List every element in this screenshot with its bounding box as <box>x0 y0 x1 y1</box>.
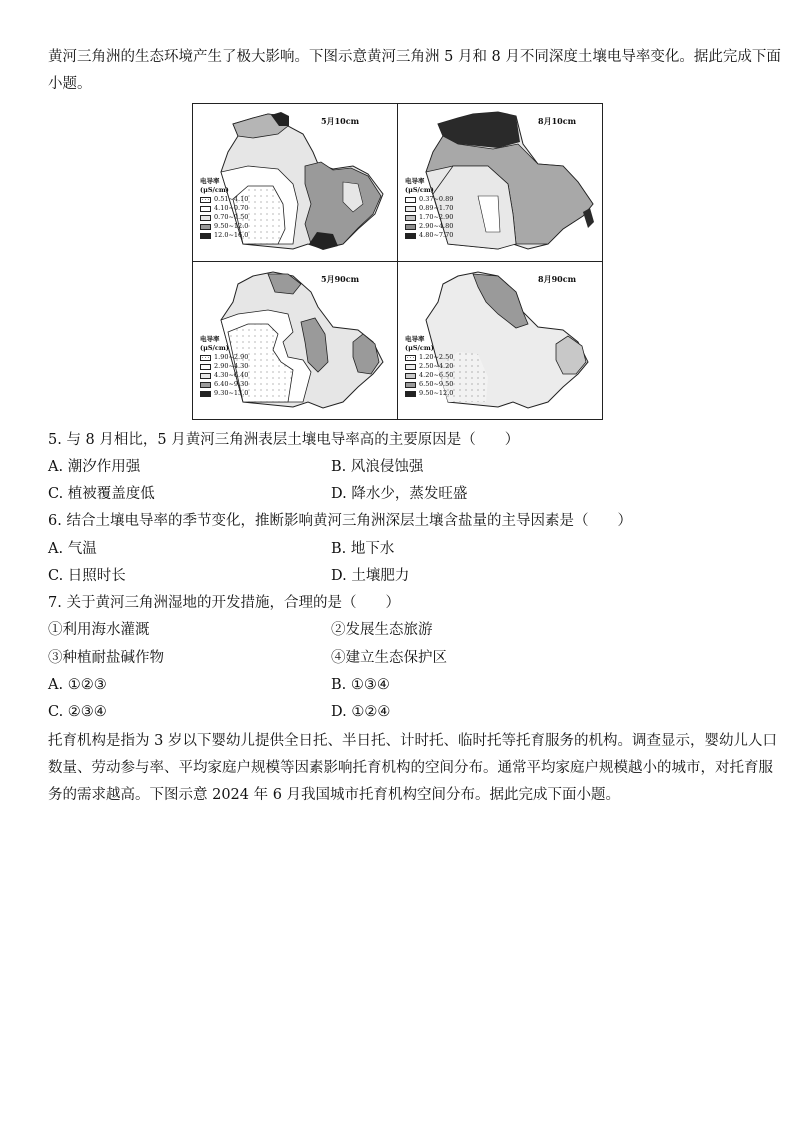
panel-title: 5月90cm <box>321 274 360 284</box>
legend-swatch <box>200 382 211 388</box>
question-7-statement-2: ②发展生态旅游 <box>331 622 433 638</box>
legend-row <box>200 362 248 371</box>
legend-row <box>200 231 248 240</box>
legend-row <box>405 362 453 371</box>
legend-row <box>200 371 248 380</box>
legend-row <box>405 380 453 389</box>
question-7-statement-3: ③种植耐盐碱作物 <box>48 650 164 666</box>
legend-unit: (μS/cm) <box>200 344 229 352</box>
intro2-line-3: 务的需求越高。下图示意 2024 年 6 月我国城市托育机构空间分布。据此完成下面小题。 <box>48 787 621 803</box>
map-legend <box>200 177 248 240</box>
legend-swatch <box>200 224 211 230</box>
legend-swatch <box>405 391 416 397</box>
legend-title: 电导率 <box>405 177 425 185</box>
panel-title: 5月10cm <box>321 116 360 126</box>
legend-row <box>405 204 453 213</box>
legend-swatch <box>405 215 416 221</box>
legend-row <box>405 231 453 240</box>
legend-swatch <box>405 382 416 388</box>
map-panel-may-90cm <box>193 262 398 419</box>
question-5-option-b[interactable]: B. 风浪侵蚀强 <box>331 459 424 475</box>
question-7-statement-4: ④建立生态保护区 <box>331 650 447 666</box>
map-legend <box>405 177 453 240</box>
map-panel-may-10cm <box>193 104 398 262</box>
legend-swatch <box>200 355 211 361</box>
legend-title: 电导率 <box>200 335 220 343</box>
legend-unit: (μS/cm) <box>200 186 229 194</box>
question-5-stem: 5. 与 8 月相比，5 月黄河三角洲表层土壤电导率高的主要原因是（ ） <box>48 432 520 448</box>
legend-swatch <box>405 364 416 370</box>
legend-swatch <box>405 373 416 379</box>
legend-swatch <box>200 391 211 397</box>
question-6-option-d[interactable]: D. 土壤肥力 <box>331 568 410 584</box>
legend-label: 0.70~9.50 <box>214 213 249 221</box>
legend-row <box>200 380 248 389</box>
legend-row <box>200 195 248 204</box>
legend-label: 4.10~0.70 <box>214 204 249 212</box>
legend-title: 电导率 <box>200 177 220 185</box>
intro-line-2: 小题。 <box>48 76 92 92</box>
question-5-option-a[interactable]: A. 潮汐作用强 <box>48 459 141 475</box>
legend-label: 9.30~13.0 <box>214 389 249 397</box>
panel-title: 8月90cm <box>538 274 577 284</box>
legend-row <box>405 213 453 222</box>
legend-swatch <box>200 215 211 221</box>
intro2-line-2: 数量、劳动参与率、平均家庭户规模等因素影响托育机构的空间分布。通常平均家庭户规模越小的城市，对托育服 <box>48 760 773 776</box>
legend-row <box>200 389 248 398</box>
legend-label: 9.50~12.0 <box>214 222 249 230</box>
soil-conductivity-figure <box>192 103 603 420</box>
question-7-option-a[interactable]: A. ①②③ <box>48 677 107 693</box>
legend-row <box>405 353 453 362</box>
legend-label: 2.90~4.30 <box>214 362 249 370</box>
legend-swatch <box>405 197 416 203</box>
question-5-option-c[interactable]: C. 植被覆盖度低 <box>48 486 155 502</box>
legend-label: 4.30~6.40 <box>214 371 249 379</box>
legend-swatch <box>405 206 416 212</box>
legend-swatch <box>200 197 211 203</box>
legend-row <box>405 195 453 204</box>
legend-swatch <box>405 233 416 239</box>
map-panel-aug-90cm <box>398 262 602 419</box>
intro2-line-1: 托育机构是指为 3 岁以下婴幼儿提供全日托、半日托、计时托、临时托等托育服务的机构。调查显示，婴幼儿人口 <box>48 733 777 749</box>
legend-row <box>200 213 248 222</box>
legend-row <box>200 353 248 362</box>
map-legend <box>200 335 248 398</box>
question-7-option-d[interactable]: D. ①②④ <box>331 704 391 720</box>
legend-title: 电导率 <box>405 335 425 343</box>
legend-label: 9.50~12.0 <box>419 389 454 397</box>
legend-label: 2.50~4.20 <box>419 362 454 370</box>
legend-row <box>405 371 453 380</box>
legend-label: 4.20~6.50 <box>419 371 454 379</box>
legend-row <box>405 222 453 231</box>
legend-row <box>200 222 248 231</box>
legend-swatch <box>200 233 211 239</box>
legend-label: 4.80~7.70 <box>419 231 454 239</box>
legend-label: 0.37~0.89 <box>419 195 454 203</box>
question-6-option-c[interactable]: C. 日照时长 <box>48 568 126 584</box>
question-6-option-a[interactable]: A. 气温 <box>48 541 97 557</box>
legend-label: 12.0~16.0 <box>214 231 249 239</box>
legend-swatch <box>200 364 211 370</box>
legend-swatch <box>405 224 416 230</box>
legend-unit: (μS/cm) <box>405 186 434 194</box>
legend-row <box>405 389 453 398</box>
legend-label: 0.89~1.70 <box>419 204 454 212</box>
question-5-option-d[interactable]: D. 降水少，蒸发旺盛 <box>331 486 468 502</box>
question-7-option-c[interactable]: C. ②③④ <box>48 704 107 720</box>
legend-label: 6.40~9.30 <box>214 380 249 388</box>
legend-row <box>200 204 248 213</box>
legend-swatch <box>200 373 211 379</box>
map-legend <box>405 335 453 398</box>
question-6-stem: 6. 结合土壤电导率的季节变化，推断影响黄河三角洲深层土壤含盐量的主导因素是（ ） <box>48 513 632 529</box>
legend-unit: (μS/cm) <box>405 344 434 352</box>
question-7-option-b[interactable]: B. ①③④ <box>331 677 390 693</box>
panel-title: 8月10cm <box>538 116 577 126</box>
question-6-option-b[interactable]: B. 地下水 <box>331 541 395 557</box>
legend-label: 1.90~2.90 <box>214 353 249 361</box>
legend-label: 1.20~2.50 <box>419 353 454 361</box>
map-panel-aug-10cm <box>398 104 602 262</box>
legend-label: 0.51~4.10 <box>214 195 249 203</box>
legend-label: 6.50~9.50 <box>419 380 454 388</box>
legend-swatch <box>200 206 211 212</box>
legend-label: 2.90~4.80 <box>419 222 454 230</box>
question-7-statement-1: ①利用海水灌溉 <box>48 622 150 638</box>
question-7-stem: 7. 关于黄河三角洲湿地的开发措施，合理的是（ ） <box>48 595 400 611</box>
legend-swatch <box>405 355 416 361</box>
legend-label: 1.70~2.90 <box>419 213 454 221</box>
intro-line-1: 黄河三角洲的生态环境产生了极大影响。下图示意黄河三角洲 5 月和 8 月不同深度土壤电导率变化。据此完成下面 <box>48 49 781 65</box>
